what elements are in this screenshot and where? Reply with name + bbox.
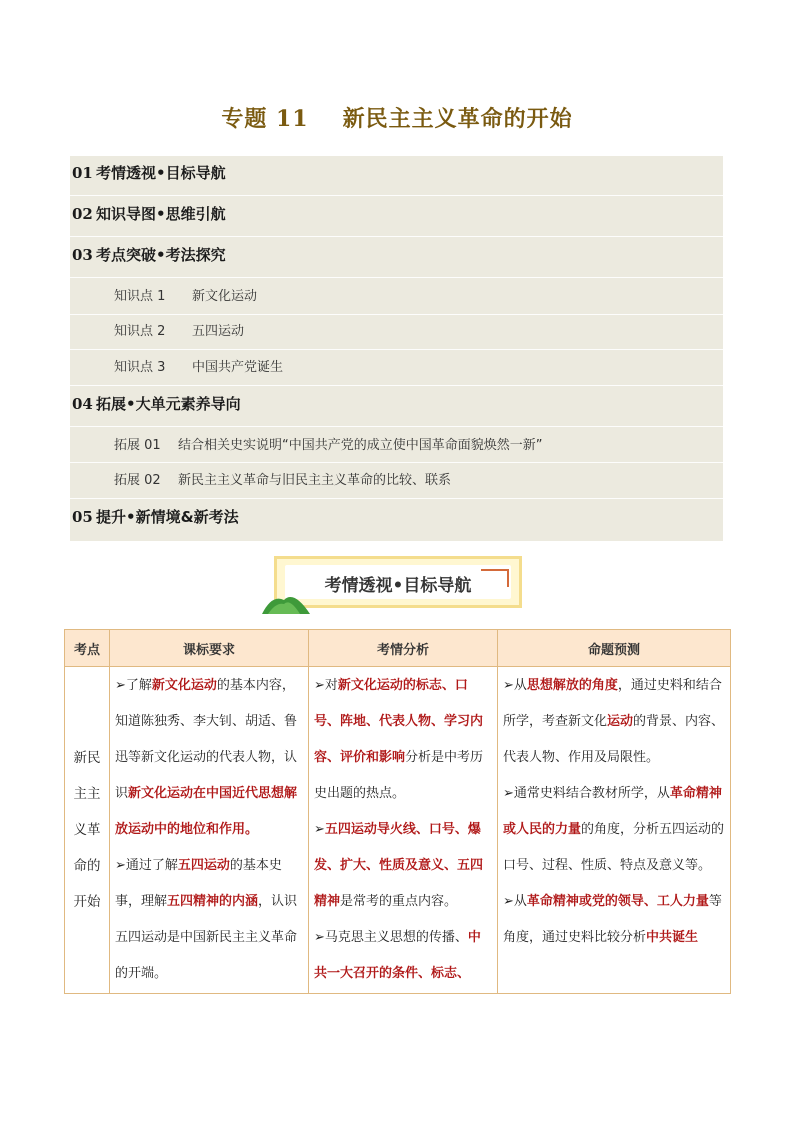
toc-item-03[interactable]: 03 考点突破•考法探究 [72,246,226,264]
exam-analysis-table [64,629,731,994]
toc-divider [70,498,723,499]
topic-title: 新民主主义革命的开始 [342,107,573,132]
topic-cell: 新民主主义革命的开始 [65,667,110,994]
header-curriculum: 课标要求 [110,630,309,667]
toc-divider [70,349,723,350]
curriculum-cell: ➢了解新文化运动的基本内容，知道陈独秀、李大钊、胡适、鲁迅等新文化运动的代表人物，认识新文化运动在中国近代思想解放运动中的地位和作用。 ➢通过了解五四运动的基本史事，理解五四精神的内涵，认识五四运动是中国新民主主义革命的开端。 [110,667,309,994]
toc-item-05[interactable]: 05 提升•新情境&新考法 [72,508,239,526]
toc-item-04[interactable]: 04 拓展•大单元素养导向 [72,395,241,413]
page-title [0,102,794,133]
section-banner-label: 考情透视•目标导航 [324,576,472,596]
toc-divider [70,195,723,196]
topic-number: 专题 11 [221,106,309,132]
analysis-cell: ➢对新文化运动的标志、口号、阵地、代表人物、学习内容、评价和影响分析是中考历史出题的热点。 ➢五四运动导火线、口号、爆发、扩大、性质及意义、五四精神是常考的重点内容。 ➢马克思主义思想的传播、中共一大召开的条件、标志、 [309,667,498,994]
toc-item-02[interactable]: 02 知识导图•思维引航 [72,205,226,223]
toc-knowledge-3[interactable]: 知识点 3 中国共产党诞生 [114,360,284,375]
toc-divider [70,385,723,386]
toc-extension-2[interactable]: 拓展 02 新民主主义革命与旧民主主义革命的比较、联系 [114,473,452,488]
toc-knowledge-2[interactable]: 知识点 2 五四运动 [114,324,245,339]
table-header-row [65,630,731,667]
section-banner [274,556,522,608]
hill-icon [262,590,310,614]
header-analysis: 考情分析 [309,630,498,667]
toc-extension-1[interactable]: 拓展 01 结合相关史实说明“中国共产党的成立使中国革命面貌焕然一新” [114,438,543,453]
toc-divider [70,426,723,427]
prediction-cell: ➢从思想解放的角度，通过史料和结合所学，考查新文化运动的背景、内容、代表人物、作用及局限性。 ➢通常史料结合教材所学，从革命精神或人民的力量的角度，分析五四运动的口号、过程、性质、特点及意义等。 ➢从革命精神或党的领导、工人力量等角度，通过史料比较分析中共诞生 [498,667,731,994]
table-of-contents [70,156,723,541]
toc-divider [70,236,723,237]
toc-divider [70,462,723,463]
toc-divider [70,314,723,315]
banner-corner-mark [507,569,509,587]
toc-item-01[interactable]: 01 考情透视•目标导航 [72,164,226,182]
table-row [65,667,731,994]
header-topic: 考点 [65,630,110,667]
banner-corner-mark [481,569,507,571]
toc-knowledge-1[interactable]: 知识点 1 新文化运动 [114,289,258,304]
header-prediction: 命题预测 [498,630,731,667]
toc-divider [70,277,723,278]
